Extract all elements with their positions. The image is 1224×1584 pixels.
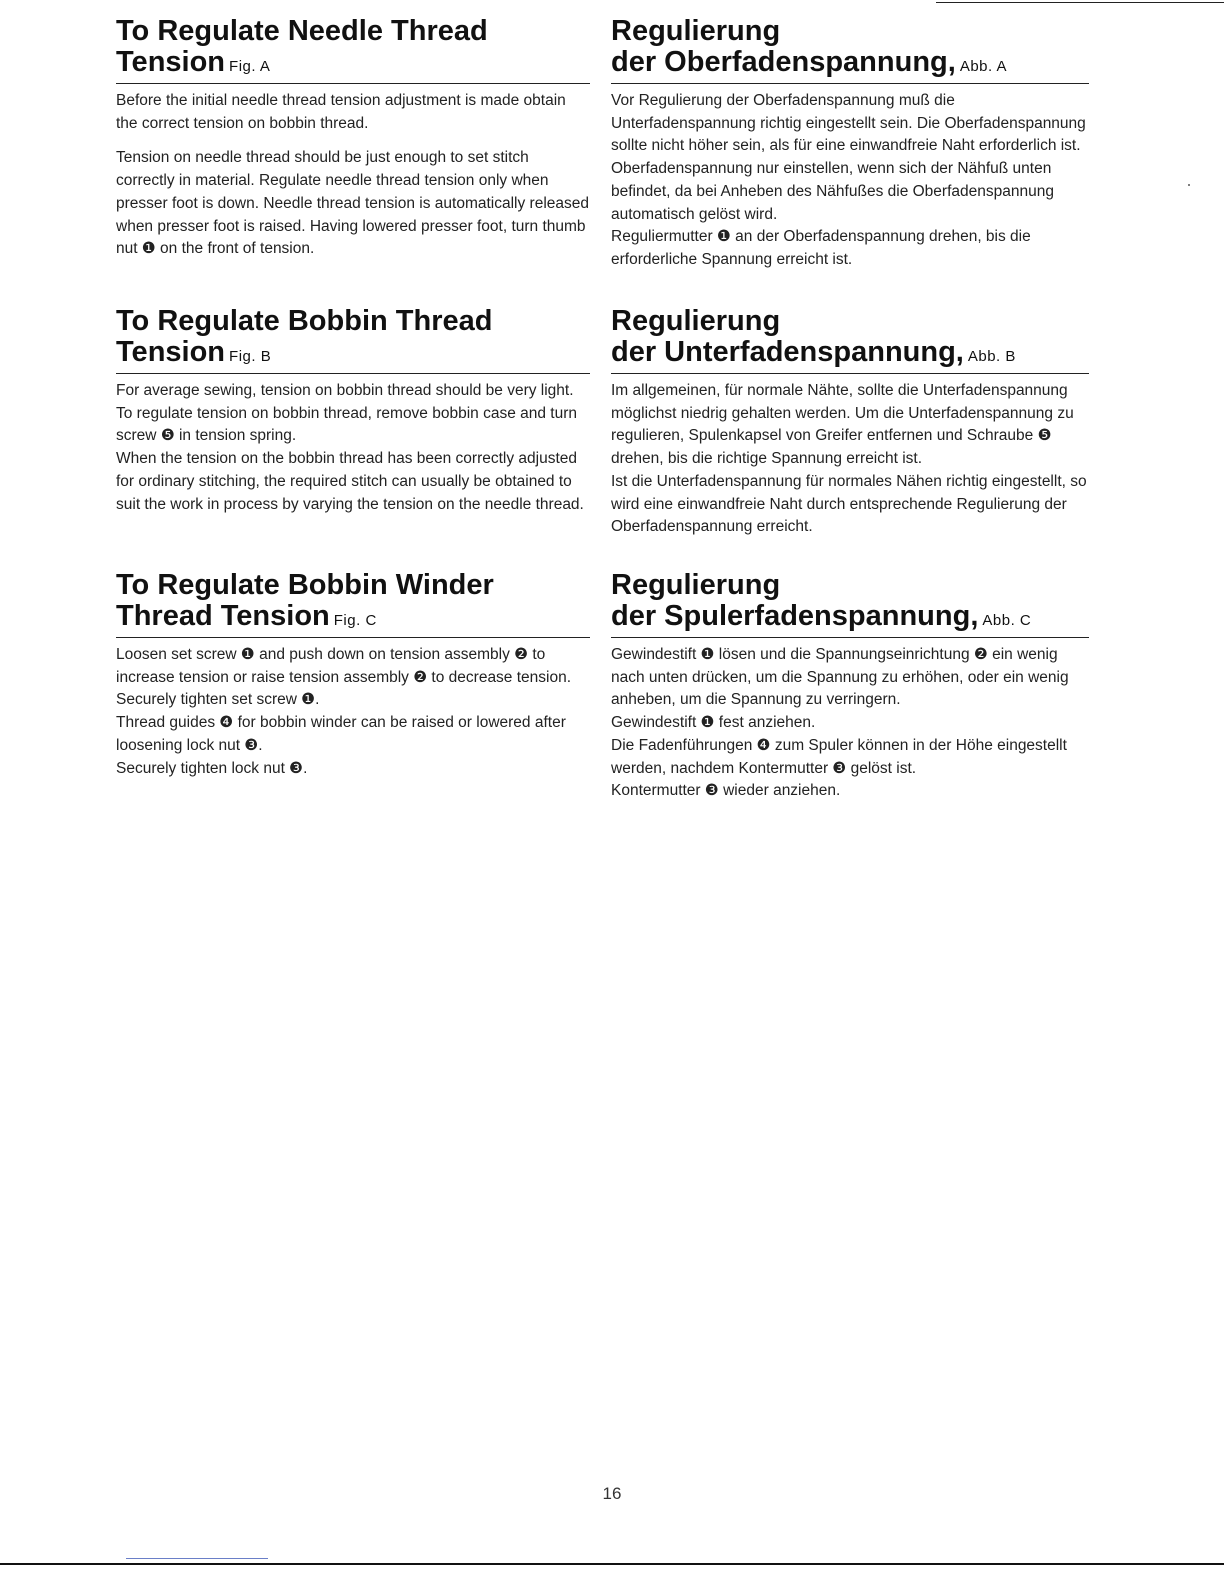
paragraph: Tension on needle thread should be just enough to set stitch correctly in material. Regulate needle thread tension only when presser foot is down. Needle thread tension is automatically released when presser foot is raised. Having lowered presser foot, turn thumb nut ❶ on the front of tension.: [116, 149, 590, 258]
figure-reference: Abb. B: [967, 348, 1016, 365]
heading-line-1: To Regulate Bobbin Thread: [116, 305, 493, 337]
section-body: [116, 90, 590, 261]
paragraph: Securely tighten set screw ❶.: [116, 691, 320, 709]
top-edge-rule: [936, 2, 1224, 3]
paragraph: Ist die Unterfadenspannung für normales Nähen richtig eingestellt, so wird eine einwandfreie Naht durch entsprechende Regulierung der Oberfadenspannung erreicht.: [611, 472, 1087, 536]
figure-reference: Fig. A: [229, 58, 271, 75]
heading-line-2: der Spulerfadenspannung,: [611, 600, 979, 632]
paragraph: Loosen set screw ❶ and push down on tension assembly ❷ to increase tension or raise tension assembly ❷ to decrease tension.: [116, 646, 572, 686]
heading-line-1: Regulierung: [611, 305, 781, 337]
figure-reference: Fig. B: [229, 348, 272, 365]
section-body: [611, 90, 1089, 272]
heading-line-2: Tension: [116, 336, 226, 368]
section-body: [116, 380, 590, 516]
section-oberfadenspannung: [611, 16, 1089, 272]
heading-line-2: Thread Tension: [116, 600, 330, 632]
heading-line-1: To Regulate Needle Thread: [116, 15, 488, 47]
heading-line-1: Regulierung: [611, 569, 781, 601]
page-number: 16: [602, 1484, 622, 1503]
section-heading: [611, 570, 1089, 638]
paragraph: Reguliermutter ❶ an der Oberfadenspannung drehen, bis die erforderliche Spannung erreicht ist.: [611, 228, 1031, 268]
paragraph: Gewindestift ❶ fest anziehen.: [611, 714, 816, 732]
figure-reference: Abb. C: [982, 612, 1032, 629]
section-needle-thread-tension: [116, 16, 590, 261]
paragraph: Vor Regulierung der Oberfadenspannung muß die Unterfadenspannung richtig eingestellt sein. Die Oberfadenspannung sollte nicht höher sein, als für eine einwandfreie Naht erforderlich ist. Oberfadenspannung nur einstellen, wenn sich der Nähfuß unten befindet, da bei Anheben des Nähfußes die Oberfadenspannung automatisch gelöst wird.: [611, 92, 1086, 223]
section-body: [611, 380, 1089, 539]
section-heading: [116, 16, 590, 84]
heading-line-2: der Unterfadenspannung,: [611, 336, 964, 368]
paragraph: When the tension on the bobbin thread has been correctly adjusted for ordinary stitching, the required stitch can usually be obtained to suit the work in process by varying the tension on the needle thread.: [116, 450, 584, 513]
section-body: [611, 644, 1089, 803]
paragraph: Securely tighten lock nut ❸.: [116, 759, 308, 777]
paragraph: Die Fadenführungen ❹ zum Spuler können in der Höhe eingestellt werden, nachdem Kontermutter ❸ gelöst ist.: [611, 736, 1067, 777]
section-heading: [611, 16, 1089, 84]
paragraph: To regulate tension on bobbin thread, remove bobbin case and turn screw ❺ in tension spring.: [116, 404, 578, 445]
heading-line-2: der Oberfadenspannung,: [611, 46, 956, 78]
section-body: [116, 644, 590, 780]
section-heading: [611, 306, 1089, 374]
heading-line-1: To Regulate Bobbin Winder: [116, 569, 494, 601]
paragraph: Gewindestift ❶ lösen und die Spannungseinrichtung ❷ ein wenig nach unten drücken, um die Spannung zu erhöhen, oder ein wenig anheben, um die Spannung zu verringern.: [611, 646, 1069, 709]
heading-line-1: Regulierung: [611, 15, 781, 47]
scan-speck: [1188, 184, 1190, 186]
section-heading: [116, 570, 590, 638]
heading-line-2: Tension: [116, 46, 226, 78]
section-bobbin-winder-tension: [116, 570, 590, 780]
section-heading: [116, 306, 590, 374]
paragraph: For average sewing, tension on bobbin thread should be very light.: [116, 382, 574, 399]
paragraph: Im allgemeinen, für normale Nähte, sollte die Unterfadenspannung möglichst niedrig gehalten werden. Um die Unterfadenspannung zu regulieren, Spulenkapsel von Greifer entfernen und Schraube ❺ drehen, bis die richtige Spannung erreicht ist.: [611, 382, 1074, 468]
section-unterfadenspannung: [611, 306, 1089, 539]
bottom-edge-rule: [0, 1563, 1224, 1565]
bottom-blue-rule: [126, 1558, 268, 1559]
paragraph: Before the initial needle thread tension adjustment is made obtain the correct tension on bobbin thread.: [116, 92, 566, 132]
figure-reference: Fig. C: [333, 612, 377, 629]
section-spulerfadenspannung: [611, 570, 1089, 803]
section-bobbin-thread-tension: [116, 306, 590, 516]
figure-reference: Abb. A: [959, 58, 1008, 75]
paragraph: Kontermutter ❸ wieder anziehen.: [611, 782, 841, 800]
paragraph: Thread guides ❹ for bobbin winder can be raised or lowered after loosening lock nut ❸.: [116, 714, 566, 754]
